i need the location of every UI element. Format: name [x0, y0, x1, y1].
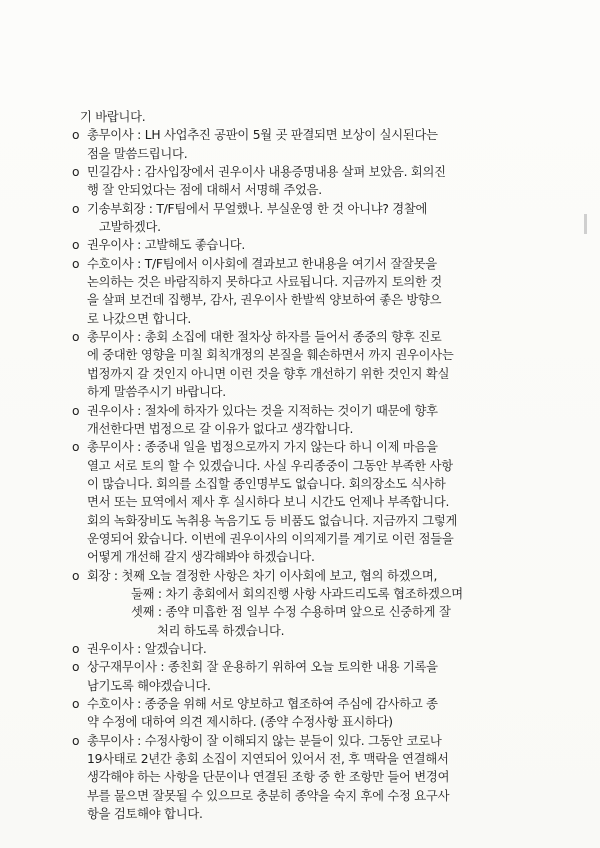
entry-line: 총무이사 : 종중내 일을 법정으로까지 가지 않는다 하니 이제 마음을: [87, 440, 438, 455]
entry-body: [87, 200, 524, 237]
chair-third-cont: 처리 하도록 하겠습니다.: [157, 623, 285, 638]
entry-line: 권우이사 : 절차에 하자가 있다는 것을 지적하는 것이기 때문에 향후: [87, 403, 438, 418]
entry-line: 수호이사 : 종중을 위해 서로 양보하고 협조하여 주심에 감사하고 종: [87, 697, 438, 711]
entry-line: 점을 말씀드립니다.: [87, 146, 188, 161]
entry-line: 상구재무이사 : 종친회 잘 운용하기 위하여 오늘 토의한 내용 기록을: [87, 660, 438, 675]
entry-body: [87, 658, 524, 695]
bullet: o: [72, 733, 80, 748]
entry-body: [87, 328, 524, 401]
entry: [72, 255, 524, 328]
bullet: o: [72, 568, 80, 583]
bullet: o: [72, 440, 80, 455]
bullet: o: [72, 128, 80, 143]
bullet: o: [72, 403, 80, 418]
entry-line: 하게 말씀주시기 바랍니다.: [87, 385, 226, 400]
entry-body: [87, 567, 524, 640]
entry-line: 에 중대한 영향을 미칠 회칙개정의 본질을 훼손하면서 까지 권우이사는: [87, 348, 454, 363]
entry-line: 법정까지 갈 것인지 아니면 이런 것을 향후 개선하기 위한 것인지 확실: [87, 366, 450, 381]
entries-list-2: [72, 640, 524, 823]
entry-line: 19사태로 2년간 총회 소집이 지연되어 있어서 전, 후 맥락을 연결해서: [87, 752, 449, 767]
entry-line: 기송부회장 : T/F팀에서 무얼했나. 부실운영 한 것 아니냐? 경찰에: [87, 201, 428, 216]
entry-line: 민길감사 : 감사입장에서 권우이사 내용증명내용 살펴 보았음. 회의진: [87, 165, 446, 180]
entry-line: 항을 검토해야 합니다.: [87, 807, 203, 822]
entry: [72, 236, 524, 254]
entry-body: [87, 163, 524, 200]
entry-line: 권우이사 : 고발해도 좋습니다.: [87, 238, 246, 253]
entry: [72, 640, 524, 658]
chair-first: 회장 : 첫째 오늘 결정한 사항은 차기 이사회에 보고, 협의 하겠으며,: [87, 568, 438, 583]
entry-line: 총무이사 : LH 사업추진 공판이 5월 곳 판결되면 보상이 실시된다는: [87, 128, 438, 143]
entry-line: 운영되어 왔습니다. 이번에 권우이사의 이의제기를 계기로 이런 점들을: [87, 531, 454, 546]
bullet: o: [72, 201, 80, 216]
entry-line: 수호이사 : T/F팀에서 이사회에 결과보고 한내용을 여기서 잘잘못을: [87, 256, 437, 271]
bullet: o: [72, 660, 80, 675]
entry-line: 권우이사 : 알겠습니다.: [87, 641, 207, 656]
entry-body: [87, 255, 524, 328]
entry-line: 총무이사 : 총회 소집에 대한 절차상 하자를 들어서 종중의 향후 진로: [87, 330, 442, 345]
entry-line: 면서 또는 묘역에서 제사 후 실시하다 보니 시간도 언제나 부족합니다.: [87, 495, 450, 510]
entry-line: 생각해야 하는 사항을 단문이나 연결된 조항 중 한 조항만 들어 변경여: [87, 770, 450, 785]
entry-body: [87, 438, 524, 566]
bullet: o: [72, 238, 80, 253]
entry: [72, 732, 524, 824]
entry-line: 로 나갔으면 합니다.: [87, 311, 192, 326]
entry-line: 이 많습니다. 회의를 소집할 종인명부도 없습니다. 회의장소도 식사하: [87, 476, 446, 491]
entry-line: 고발하겠다.: [99, 220, 161, 235]
bullet: o: [72, 256, 80, 271]
scan-edge-mark: [584, 214, 587, 234]
entry: [72, 695, 524, 732]
entry: [72, 126, 524, 163]
entry: [72, 438, 524, 566]
entry: [72, 402, 524, 439]
chair-third: 셋째 : 종약 미흡한 점 일부 수정 수용하며 앞으로 신중하게 잘: [131, 605, 451, 620]
entry-line: 부를 물으면 잘못될 수 있으므로 충분히 종약을 숙지 후에 수정 요구사: [87, 788, 450, 803]
entry-body: [87, 640, 524, 658]
chair-second: 둘째 : 차기 총회에서 회의진행 사항 사과드리도록 협조하겠으며: [131, 586, 463, 601]
entry: [72, 163, 524, 200]
entry-line: 행 잘 안되었다는 점에 대해서 서명해 주었음.: [87, 183, 322, 198]
entry-line: 회의 녹화장비도 녹취용 녹음기도 등 비품도 없습니다. 지금까지 그렇게: [87, 513, 458, 528]
entry: [72, 658, 524, 695]
entry-line: 남기도록 해야겠습니다.: [87, 678, 211, 693]
continuation-line: 기 바랍니다.: [80, 110, 146, 124]
bullet: o: [72, 641, 80, 656]
entry-body: [87, 236, 524, 254]
entry-chair: [72, 567, 524, 640]
minutes-text: [72, 108, 524, 823]
bullet: o: [72, 165, 80, 180]
entry-line: 열고 서로 토의 할 수 있겠습니다. 사실 우리종중이 그동안 부족한 사항: [87, 458, 453, 473]
entry-line: 논의하는 것은 바람직하지 못하다고 사료됩니다. 지금까지 토의한 것: [87, 275, 442, 290]
entry-line: 약 수정에 대하여 의견 제시하다. (종약 수정사항 표시하다): [87, 715, 393, 730]
entry-line: 을 살펴 보건데 집행부, 감사, 권우이사 한발씩 양보하여 좋은 방향으: [87, 293, 442, 308]
bullet: o: [72, 330, 80, 345]
entry-body: [87, 402, 524, 439]
entry-line: 어떻게 개선해 갈지 생각해봐야 하겠습니다.: [87, 550, 315, 565]
entry-line: 개선한다면 법정으로 갈 이유가 없다고 생각합니다.: [87, 421, 354, 436]
entries-list: [72, 126, 524, 566]
entry-line: 총무이사 : 수정사항이 잘 이해되지 않는 분들이 있다. 그동안 코로나: [87, 733, 442, 748]
entry: [72, 328, 524, 401]
entry-body: [87, 126, 524, 163]
bullet: o: [72, 697, 80, 711]
entry: [72, 200, 524, 237]
entry-body: [87, 732, 524, 824]
entry-body: [87, 695, 524, 732]
